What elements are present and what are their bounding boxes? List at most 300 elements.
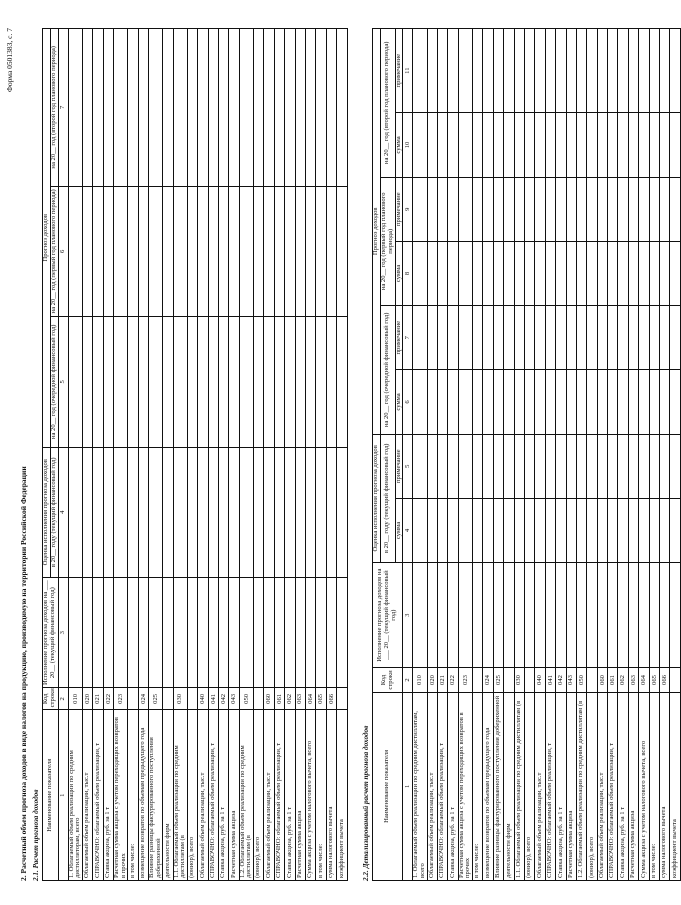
value-cell — [514, 434, 524, 498]
value-cell — [566, 434, 576, 498]
value-cell — [670, 370, 680, 434]
value-cell — [556, 563, 566, 668]
value-cell — [639, 241, 649, 305]
value-cell — [608, 241, 618, 305]
value-cell — [219, 447, 229, 577]
row-name: Расчетная сумма акциза — [229, 710, 239, 881]
value-cell — [483, 241, 493, 305]
value-cell — [337, 447, 347, 577]
row-code: 022 — [448, 668, 458, 692]
row-name: в том числе: — [316, 710, 326, 881]
value-cell — [608, 113, 618, 177]
table-row — [253, 29, 263, 881]
value-cell — [163, 317, 173, 447]
value-cell — [413, 177, 427, 241]
value-cell — [264, 577, 274, 687]
row-code: 062 — [285, 688, 295, 710]
row-name: в том числе: — [473, 692, 483, 880]
value-cell — [587, 370, 597, 434]
column-number: 1 — [58, 710, 68, 881]
value-cell — [535, 241, 545, 305]
value-cell — [163, 186, 173, 316]
value-cell — [114, 29, 128, 187]
value-cell — [556, 498, 566, 562]
row-code: 030 — [514, 668, 524, 692]
value-cell — [114, 186, 128, 316]
header-note: примечание — [395, 434, 403, 498]
header-est: в 20__ году (текущий финансовый год) — [50, 447, 58, 577]
row-name: Сумма акциза с учетом налогового вычета, всего — [639, 692, 649, 880]
value-cell — [295, 577, 305, 687]
table-row — [163, 29, 173, 881]
row-code: 025 — [493, 668, 503, 692]
value-cell — [198, 29, 208, 187]
value-cell — [535, 498, 545, 562]
table-row — [504, 29, 514, 881]
row-name: Ставка акциза, руб. за 1 т — [219, 710, 229, 881]
value-cell — [274, 317, 284, 447]
row-name: Облагаемый объем реализации, тыс.т — [535, 692, 545, 880]
table-row — [239, 29, 253, 881]
value-cell — [639, 113, 649, 177]
value-cell — [285, 577, 295, 687]
value-cell — [660, 306, 670, 370]
value-cell — [239, 577, 253, 687]
value-cell — [566, 370, 576, 434]
row-name: в том числе: — [128, 710, 138, 881]
value-cell — [649, 113, 659, 177]
value-cell — [427, 29, 437, 113]
value-cell — [566, 563, 576, 668]
value-cell — [618, 563, 628, 668]
table-row — [138, 29, 148, 881]
value-cell — [229, 29, 239, 187]
row-name: СПРАВОЧНО: облагаемый объем реализации, т — [545, 692, 555, 880]
value-cell — [285, 317, 295, 447]
value-cell — [448, 370, 458, 434]
value-cell — [82, 317, 92, 447]
table-row — [198, 29, 208, 881]
value-cell — [504, 113, 514, 177]
value-cell — [448, 29, 458, 113]
value-cell — [149, 186, 163, 316]
value-cell — [305, 447, 315, 577]
value-cell — [413, 29, 427, 113]
row-name: возмещение возвратов по объемам предыдущего года — [483, 692, 493, 880]
table-row — [173, 29, 187, 881]
value-cell — [628, 434, 638, 498]
row-code — [524, 668, 534, 692]
value-cell — [198, 186, 208, 316]
value-cell — [597, 29, 607, 113]
value-cell — [128, 29, 138, 187]
header-f1: на 20__ год (очередной финансовый год) — [380, 306, 395, 435]
value-cell — [566, 306, 576, 370]
value-cell — [93, 317, 103, 447]
row-name: СПРАВОЧНО: облагаемый объем реализации, т — [208, 710, 218, 881]
row-name: Ставка акциза, руб. за 1 т — [103, 710, 113, 881]
value-cell — [173, 447, 187, 577]
table-row — [639, 29, 649, 881]
value-cell — [514, 498, 524, 562]
value-cell — [556, 434, 566, 498]
value-cell — [660, 29, 670, 113]
row-name: коэффициент вычета — [670, 692, 680, 880]
value-cell — [514, 113, 524, 177]
value-cell — [138, 317, 148, 447]
column-number: 3 — [403, 563, 413, 668]
table-row — [566, 29, 576, 881]
value-cell — [566, 498, 576, 562]
table-row — [305, 29, 315, 881]
value-cell — [628, 241, 638, 305]
row-code: 010 — [68, 688, 82, 710]
value-cell — [649, 498, 659, 562]
value-cell — [535, 177, 545, 241]
value-cell — [483, 434, 493, 498]
value-cell — [264, 29, 274, 187]
row-code: 050 — [576, 668, 586, 692]
value-cell — [337, 577, 347, 687]
value-cell — [173, 186, 187, 316]
value-cell — [239, 29, 253, 187]
value-cell — [493, 29, 503, 113]
row-name: 1.2. Облагаемый объем реализации по средним дистиллятам (в — [576, 692, 586, 880]
value-cell — [524, 434, 534, 498]
column-number: 11 — [403, 29, 413, 113]
value-cell — [566, 113, 576, 177]
value-cell — [427, 113, 437, 177]
value-cell — [68, 577, 82, 687]
value-cell — [198, 317, 208, 447]
row-code: 050 — [239, 688, 253, 710]
value-cell — [618, 370, 628, 434]
value-cell — [597, 498, 607, 562]
value-cell — [597, 563, 607, 668]
value-cell — [149, 447, 163, 577]
value-cell — [670, 113, 680, 177]
table-row — [427, 29, 437, 881]
value-cell — [103, 29, 113, 187]
value-cell — [337, 29, 347, 187]
row-code: 064 — [639, 668, 649, 692]
value-cell — [413, 434, 427, 498]
value-cell — [82, 29, 92, 187]
value-cell — [219, 29, 229, 187]
value-cell — [628, 563, 638, 668]
table-row — [149, 29, 163, 881]
row-name: СПРАВОЧНО: облагаемый объем реализации, т — [608, 692, 618, 880]
row-code: 060 — [264, 688, 274, 710]
column-number: 5 — [58, 317, 68, 447]
value-cell — [556, 306, 566, 370]
value-cell — [504, 370, 514, 434]
value-cell — [660, 563, 670, 668]
table-row — [524, 29, 534, 881]
value-cell — [649, 434, 659, 498]
row-code — [670, 668, 680, 692]
row-code: 010 — [413, 668, 427, 692]
value-cell — [427, 306, 437, 370]
value-cell — [524, 370, 534, 434]
column-number: 8 — [403, 241, 413, 305]
value-cell — [483, 498, 493, 562]
row-name: Облагаемый объем реализации, тыс.т — [427, 692, 437, 880]
table2-subtitle: 2.2. Детализированный расчет прогноза доходов — [361, 725, 370, 881]
table-row — [458, 29, 472, 881]
value-cell — [639, 498, 649, 562]
row-code: 042 — [556, 668, 566, 692]
value-cell — [587, 113, 597, 177]
table-row — [649, 29, 659, 881]
value-cell — [576, 177, 586, 241]
value-cell — [114, 317, 128, 447]
value-cell — [639, 370, 649, 434]
column-number: 4 — [403, 498, 413, 562]
header-est-group: Оценка исполнения прогноза доходов — [372, 434, 380, 563]
value-cell — [427, 177, 437, 241]
value-cell — [438, 241, 448, 305]
value-cell — [458, 306, 472, 370]
row-code: 061 — [274, 688, 284, 710]
row-code: 066 — [326, 688, 336, 710]
value-cell — [670, 177, 680, 241]
value-cell — [438, 370, 448, 434]
value-cell — [448, 113, 458, 177]
table-row — [264, 29, 274, 881]
value-cell — [493, 306, 503, 370]
value-cell — [128, 577, 138, 687]
header-exec: Исполнение прогноза доходов на ___ 20__ (текущий финансовый год) — [42, 577, 58, 687]
value-cell — [597, 306, 607, 370]
value-cell — [649, 306, 659, 370]
row-name: сумма налогового вычета — [326, 710, 336, 881]
value-cell — [187, 317, 197, 447]
value-cell — [649, 370, 659, 434]
table-row — [448, 29, 458, 881]
table-row — [576, 29, 586, 881]
value-cell — [438, 434, 448, 498]
value-cell — [504, 177, 514, 241]
row-code: 061 — [608, 668, 618, 692]
value-cell — [660, 113, 670, 177]
value-cell — [219, 577, 229, 687]
header-f3: на 20__ год (второй год планового периода) — [50, 29, 58, 187]
value-cell — [473, 498, 483, 562]
value-cell — [295, 447, 305, 577]
value-cell — [545, 563, 555, 668]
value-cell — [493, 241, 503, 305]
table-row — [82, 29, 92, 881]
value-cell — [337, 317, 347, 447]
value-cell — [413, 563, 427, 668]
value-cell — [608, 29, 618, 113]
row-name: Ставка акциза, руб. за 1 т — [556, 692, 566, 880]
value-cell — [253, 447, 263, 577]
value-cell — [483, 113, 493, 177]
value-cell — [566, 241, 576, 305]
value-cell — [504, 241, 514, 305]
value-cell — [535, 306, 545, 370]
value-cell — [448, 434, 458, 498]
value-cell — [93, 186, 103, 316]
row-code — [473, 668, 483, 692]
value-cell — [326, 447, 336, 577]
row-name: Облагаемый объем реализации, тыс.т — [264, 710, 274, 881]
value-cell — [427, 434, 437, 498]
value-cell — [82, 577, 92, 687]
value-cell — [316, 317, 326, 447]
header-f1: на 20__ год (очередной финансовый год) — [50, 317, 58, 447]
value-cell — [253, 577, 263, 687]
value-cell — [493, 498, 503, 562]
table-row — [68, 29, 82, 881]
value-cell — [438, 29, 448, 113]
row-code: 063 — [295, 688, 305, 710]
value-cell — [473, 563, 483, 668]
row-code — [163, 688, 173, 710]
value-cell — [587, 563, 597, 668]
value-cell — [93, 447, 103, 577]
value-cell — [438, 113, 448, 177]
table-row — [114, 29, 128, 881]
header-f3: на 20__ год (второй год планового периода) — [380, 29, 395, 178]
value-cell — [618, 177, 628, 241]
row-code: 063 — [628, 668, 638, 692]
value-cell — [628, 177, 638, 241]
value-cell — [229, 186, 239, 316]
value-cell — [93, 29, 103, 187]
value-cell — [274, 29, 284, 187]
value-cell — [608, 498, 618, 562]
value-cell — [483, 29, 493, 113]
value-cell — [427, 370, 437, 434]
value-cell — [473, 113, 483, 177]
row-name: Расчетная сумма акциза — [566, 692, 576, 880]
value-cell — [274, 577, 284, 687]
value-cell — [649, 29, 659, 113]
row-code — [128, 688, 138, 710]
row-name: Расчетная сумма акциза с учетом переходящих возвратов в прочих — [114, 710, 128, 881]
header-note: примечание — [395, 177, 403, 241]
value-cell — [173, 577, 187, 687]
value-cell — [597, 370, 607, 434]
row-code — [587, 668, 597, 692]
table-row — [608, 29, 618, 881]
row-name: сумма налогового вычета — [660, 692, 670, 880]
value-cell — [458, 498, 472, 562]
row-code: 043 — [566, 668, 576, 692]
row-name: Расчетная сумма акциза с учетом переходящих возвратов в прочих — [458, 692, 472, 880]
row-name: СПРАВОЧНО: облагаемый объем реализации, т — [438, 692, 448, 880]
value-cell — [628, 29, 638, 113]
value-cell — [326, 317, 336, 447]
value-cell — [514, 177, 524, 241]
value-cell — [427, 563, 437, 668]
value-cell — [597, 434, 607, 498]
value-cell — [660, 498, 670, 562]
value-cell — [458, 241, 472, 305]
value-cell — [587, 177, 597, 241]
table-row — [670, 29, 680, 881]
value-cell — [326, 577, 336, 687]
table-row — [128, 29, 138, 881]
value-cell — [229, 317, 239, 447]
value-cell — [114, 577, 128, 687]
value-cell — [535, 563, 545, 668]
row-name: Сумма акциза с учетом налогового вычета, всего — [305, 710, 315, 881]
value-cell — [295, 29, 305, 187]
value-cell — [305, 29, 315, 187]
table-row — [483, 29, 493, 881]
value-cell — [670, 434, 680, 498]
value-cell — [149, 317, 163, 447]
row-name: Облагаемый объем реализации, тыс.т — [198, 710, 208, 881]
value-cell — [473, 370, 483, 434]
value-cell — [305, 577, 315, 687]
value-cell — [545, 498, 555, 562]
value-cell — [438, 177, 448, 241]
row-name: Ставка акциза, руб. за 1 т — [448, 692, 458, 880]
value-cell — [628, 113, 638, 177]
value-cell — [608, 177, 618, 241]
value-cell — [187, 447, 197, 577]
column-number: 7 — [58, 29, 68, 187]
value-cell — [545, 434, 555, 498]
row-name: деятельности фирм — [504, 692, 514, 880]
value-cell — [514, 563, 524, 668]
header-sum: сумма — [395, 241, 403, 305]
value-cell — [524, 29, 534, 113]
value-cell — [274, 447, 284, 577]
value-cell — [587, 306, 597, 370]
row-name: (юниор), всего — [187, 710, 197, 881]
row-name: Расчетная сумма акциза — [295, 710, 305, 881]
value-cell — [493, 434, 503, 498]
forecast-table — [42, 28, 348, 881]
column-number: 3 — [58, 577, 68, 687]
header-code: Код строки — [372, 668, 403, 692]
value-cell — [473, 177, 483, 241]
value-cell — [545, 241, 555, 305]
value-cell — [274, 186, 284, 316]
row-code: 064 — [305, 688, 315, 710]
row-name: 1.1. Облагаемый объем реализации по средним дистиллятам (в — [514, 692, 524, 880]
table-row — [628, 29, 638, 881]
value-cell — [305, 317, 315, 447]
value-cell — [316, 29, 326, 187]
value-cell — [208, 186, 218, 316]
row-code: 024 — [483, 668, 493, 692]
value-cell — [524, 177, 534, 241]
row-code: 043 — [229, 688, 239, 710]
value-cell — [93, 577, 103, 687]
value-cell — [448, 563, 458, 668]
table-row — [219, 29, 229, 881]
value-cell — [483, 177, 493, 241]
value-cell — [448, 306, 458, 370]
value-cell — [316, 447, 326, 577]
form-id: Форма 0501383, с. 7 — [5, 28, 14, 93]
value-cell — [566, 29, 576, 113]
value-cell — [82, 447, 92, 577]
value-cell — [138, 447, 148, 577]
value-cell — [504, 434, 514, 498]
value-cell — [163, 577, 173, 687]
value-cell — [608, 434, 618, 498]
value-cell — [618, 498, 628, 562]
value-cell — [608, 370, 618, 434]
